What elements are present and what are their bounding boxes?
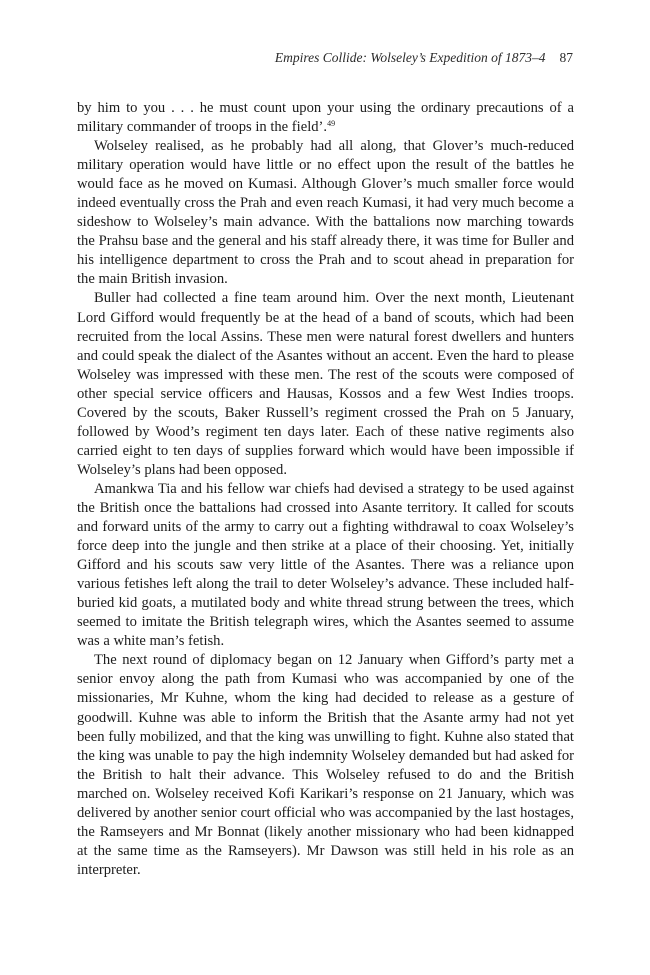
paragraph: The next round of diplomacy began on 12 January when Gifford’s party met a senior envoy along the path from Kumasi who was accompanied by one of the missionaries, Mr Kuhne, whom the king had decided to release as a gesture of goodwill. Kuhne was able to inform the British that the Asante army had not yet been fully mobilized, and that the king was unwilling to fight. Kuhne also stated that the king was unable to pay the high indemnity Wolseley demanded but had asked for the British to halt their advance. This Wolseley refused to do and the British marched on. Wolseley received Kofi Karikari’s response on 21 January, which was delivered by another senior court official who was accompanied by the last hostages, the Ramseyers and Mr Bonnat (likely another missionary who had been kidnapped at the same time as the Ramseyers). Mr Dawson was still held in his role as an interpreter.	[77, 652, 574, 878]
paragraph: Buller had collected a fine team around him. Over the next month, Lieutenant Lord Gifford would frequently be at the head of a band of scouts, which had been recruited from the local Assins. These men were natural forest dwellers and hunters and could speak the dialect of the Asantes without an accent. Even the hard to please Wolseley was impressed with these men. The rest of the scouts were composed of other special service officers and Hausas, Kossos and a few West Indies troops. Covered by the scouts, Baker Russell’s regiment crossed the Prah on 5 January, followed by Wood’s regiment ten days later. Each of these native regiments also carried eight to ten days of supplies forward which would have been impossible if Wolseley’s plans had been opposed.	[77, 290, 574, 478]
body-text	[77, 99, 574, 880]
running-title: Empires Collide: Wolseley’s Expedition of 1873–4	[274, 50, 546, 65]
footnote-reference: 49	[327, 119, 336, 129]
paragraph	[77, 99, 574, 137]
running-header	[275, 50, 573, 66]
paragraph: Amankwa Tia and his fellow war chiefs had devised a strategy to be used against the British once the battalions had crossed into Asante territory. It called for scouts and forward units of the army to carry out a fighting withdrawal to coax Wolseley’s force deep into the jungle and then strike at a place of their choosing. Yet, initially Gifford and his scouts saw very little of the Asantes. There was a reliance upon various fetishes left along the trail to deter Wolseley’s advance. These included half-buried kid goats, a mutilated body and white thread strung between the trees, which seemed to imitate the British telegraph wires, which the Asantes seemed to assume was a white man’s fetish.	[77, 480, 574, 650]
paragraph-text: by him to you . . . he must count upon your using the ordinary precautions of a military commander of troops in the field’.	[77, 100, 574, 136]
paragraph: Wolseley realised, as he probably had all along, that Glover’s much-reduced military operation would have little or no effect upon the result of the battles he would face as he moved on Kumasi. Although Glover’s much smaller force would indeed eventually cross the Prah and even reach Kumasi, it had very much become a sideshow to Wolseley’s main advance. With the battalions now marching towards the Prahsu base and the general and his staff already there, it was time for Buller and his intelligence department to cross the Prah and to scout ahead in preparation for the main British invasion.	[77, 138, 574, 288]
page-number: 87	[559, 50, 573, 65]
